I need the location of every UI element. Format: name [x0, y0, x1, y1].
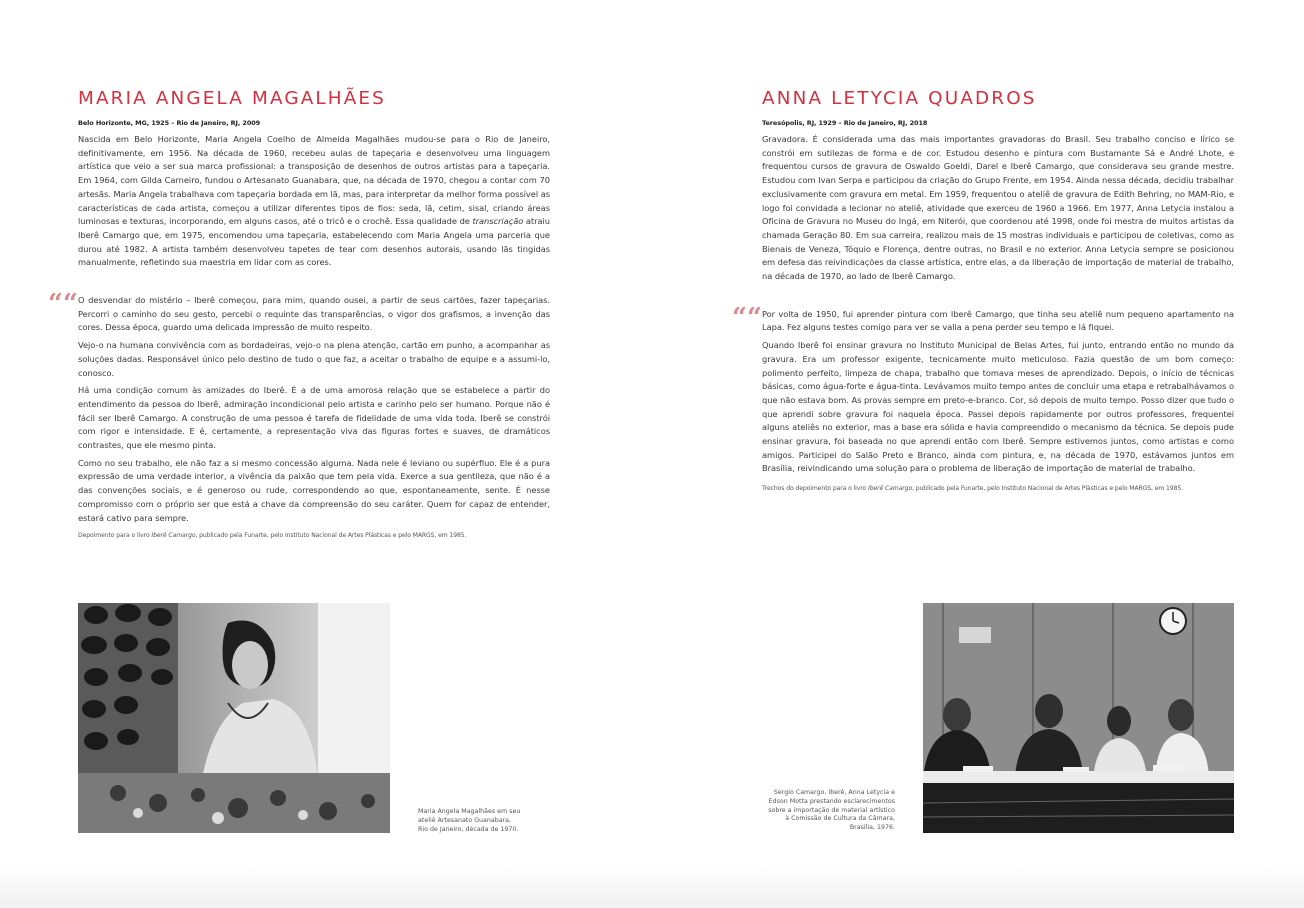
- caption-line: Sergio Camargo, Iberê, Anna Letycia e: [773, 789, 895, 796]
- photo-image: [78, 603, 390, 833]
- quote-paragraph: Por volta de 1950, fui aprender pintura com Iberê Camargo, que tinha seu ateliê num pequeno apartamento na Lapa. Fez alguns testes comigo para ver se valia a pena perder seu tempo e lá fiquei.: [762, 308, 1234, 333]
- right-page-text: [732, 88, 1234, 493]
- quote-mark-icon: ““: [48, 289, 78, 320]
- photo-caption-left: [418, 808, 568, 834]
- credit-text-end: , publicado pela Funarte, pelo Instituto Nacional de Artes Plásticas e pelo MARGS, em 1985.: [195, 532, 467, 540]
- artist-name-heading: ANNA LETYCIA QUADROS: [762, 88, 1037, 109]
- credit-text-end: , publicado pela Funarte, pelo Instituto Nacional de Artes Plásticas e pelo MARGS, em 1985.: [912, 485, 1183, 493]
- left-page-text: [48, 88, 550, 540]
- credit-book-title: Iberê Camargo: [868, 485, 913, 493]
- quote-paragraph: Há uma condição comum às amizades do Iberê. É a de uma amorosa relação que se estabelece a partir do entendimento da pessoa do Iberê, admiração incondicional pelo artista e carinho pelo ser humano. Porque não é fácil ser Iberê Camargo. A construção de uma pessoa é tarefa de fidelidade de uma vida toda. Iberê se constrói com rigor e intensidade. E é, certamente, a representação viva das figuras fortes e suaves, de dramáticos contrastes, que ele mesmo pinta.: [78, 385, 550, 451]
- caption-line: sobre a importação de material artístico: [768, 806, 895, 814]
- photo-maria-angela: [78, 603, 390, 833]
- artist-biography: [78, 133, 550, 270]
- caption-line: à Comissão de Cultura da Câmara,: [785, 815, 895, 823]
- page-footer-shade: [0, 864, 1304, 908]
- bio-text: Nascida em Belo Horizonte, Maria Angela Coelho de Almeida Magalhães mudou-se para o Rio de Janeiro, definitivamente, em 1956. Na década de 1960, recebeu aulas de tapeçaria e desenvolveu uma linguagem artística que veio a ser sua marca profissional: a transposição de desenhos de outros artistas para a tapeçaria. Em 1964, com Gilda Carneiro, fundou o Artesanato Guanabara, que, na década de 1970, chegou a contar com 70 artesãs. Maria Angela trabalhava com tapeçaria bordada em lã, mas, para interpretar da melhor forma possível as características de cada artista, começou a utilizar diferentes tipos de fios: seda, lã, cetim, sisal, criando áreas luminosas e texturas, incorporando, em alguns casos, até o tricô e o crochê. Essa qualidade de: [78, 134, 550, 227]
- artist-name-heading: MARIA ANGELA MAGALHÃES: [78, 88, 386, 109]
- artist-biography: Gravadora. É considerada uma das mais importantes gravadoras do Brasil. Seu trabalho conciso e lírico se constrói em sutilezas de forma e de cor. Estudou desenho e pintura com Bustamante Sá e André Lhote, e frequentou cursos de gravura de Oswaldo Goeldi, Darel e Iberê Camargo, que considerava seu grande mestre. Estudou com Ivan Serpa e participou da criação do Grupo Frente, em 1954. Ainda nessa década, decidiu trabalhar exclusivamente com gravura em metal. Em 1959, frequentou o ateliê de gravura de Edith Behring, no MAM-Rio, e logo foi convidada a lecionar no ateliê, atividade que exerceu de 1960 a 1966. Em 1977, Anna Letycia instalou a Oficina de Gravura no Museu do Ingá, em Niterói, que coordenou até 1998, onde foi mestra de muitos artistas da chamada Geração 80. Em sua carreira, realizou mais de 15 mostras individuais e participou de coletivas, como as Bienais de Veneza, Tóquio e Florença, dentre outras, no Brasil e no exterior. Anna Letycia sempre se posicionou em defesa das reivindicações da classe artística, entre elas, a da liberação de importação de material de trabalho, na década de 1970, ao lado de Iberê Camargo.: [762, 134, 1234, 282]
- caption-line: Maria Angela Magalhães em seu: [418, 808, 521, 815]
- credit-text: Depoimento para o livro: [78, 532, 152, 540]
- quote-credit: [762, 485, 1234, 492]
- artist-birth-death: Belo Horizonte, MG, 1925 – Rio de Janeiro, RJ, 2009: [78, 119, 261, 127]
- photo-image: [923, 603, 1234, 833]
- artist-birth-death: Teresópolis, RJ, 1929 – Rio de Janeiro, RJ, 2018: [762, 119, 928, 127]
- caption-line: Rio de Janeiro, década de 1970.: [418, 825, 519, 833]
- photo-anna-letycia-panel: [923, 603, 1234, 833]
- quote-paragraph: Vejo-o na humana convivência com as bordadeiras, vejo-o na plena atenção, cartão em punho, a acompanhar as soluções dadas. Responsável único pelo destino de tudo o que faz, a aceitar o trabalho de equipe e a assumi-lo, conosco.: [78, 340, 550, 378]
- caption-line: Edson Motta prestando esclarecimentos: [768, 797, 895, 805]
- bio-emphasis: transcriação: [472, 216, 524, 227]
- quote-mark-icon: ““: [732, 302, 762, 333]
- quote-paragraph: Como no seu trabalho, ele não faz a si mesmo concessão alguma. Nada nele é leviano ou supérfluo. Ele é a pura expressão de uma verdade interior, a vivência da paixão que tem pela vida. Exerce a sua gentileza, que não é a das convenções sociais, e é generoso ou rude, correspondendo ao que, espontaneamente, sente. É nesse compromisso com o próprio ser que está a chave da compreensão do seu caráter. Quem for capaz de entender, estará cativo para sempre.: [78, 457, 550, 523]
- testimony-quote: [48, 289, 550, 525]
- testimony-quote: [732, 302, 1234, 476]
- photo-caption-right: [740, 789, 895, 833]
- caption-line: ateliê Artesanato Guanabara,: [418, 816, 512, 824]
- credit-book-title: Iberê Camargo: [151, 532, 196, 540]
- quote-paragraph: O desvendar do mistério – Iberê começou, para mim, quando ousei, a partir de seus cartões, fazer tapeçarias. Percorri o caminho do seu gesto, percebi o requinte das transparências, o vigor dos grafismos, a invenção das cores. Dessa época, guardo uma delicada impressão de muito respeito.: [78, 295, 550, 333]
- credit-text: Trechos do depoimento para o livro: [762, 485, 869, 493]
- caption-line: Brasília, 1976.: [849, 824, 895, 832]
- bio-text-end: atraiu Iberê Camargo que, em 1975, encomendou uma tapeçaria, estabelecendo com Maria Angela uma parceria que durou até 1982. A artista também desenvolveu tapetes de tear com desenhos autorais, usando lãs tingidas manualmente, refletindo sua maestria em lidar com as cores.: [78, 216, 550, 268]
- quote-paragraph: Quando Iberê foi ensinar gravura no Instituto Municipal de Belas Artes, fui junto, entrando então no mundo da gravura. Era um professor exigente, tecnicamente muito meticuloso. Fazia questão de um bom começo: polimento perfeito, limpeza de chapa, trabalho que tomava meses de aprendizado. Depois, o início de técnicas básicas, como água-forte e água-tinta. Levávamos muito tempo antes de concluir uma etapa e retrabalhávamos o que não estava bom. As provas sempre em preto-e-branco. Cor, só depois de muito tempo. Posso dizer que tudo o que aprendi sobre gravura foi naquela época. Passei depois rapidamente por outros professores, frequentei alguns ateliês no exterior, mas a base era sólida e havia compreendido o mecanismo da técnica. Se depois pude ensinar gravura, foi baseada no que aprendi então com Iberê. Sempre estivemos juntos, como artistas e como amigos. Participei do Salão Preto e Branco, ainda com pintura, e, na década de 1970, estávamos juntos em Brasília, reivindicando uma solução para o problema de liberação de importação de material de trabalho.: [762, 340, 1234, 474]
- quote-credit: [78, 532, 550, 539]
